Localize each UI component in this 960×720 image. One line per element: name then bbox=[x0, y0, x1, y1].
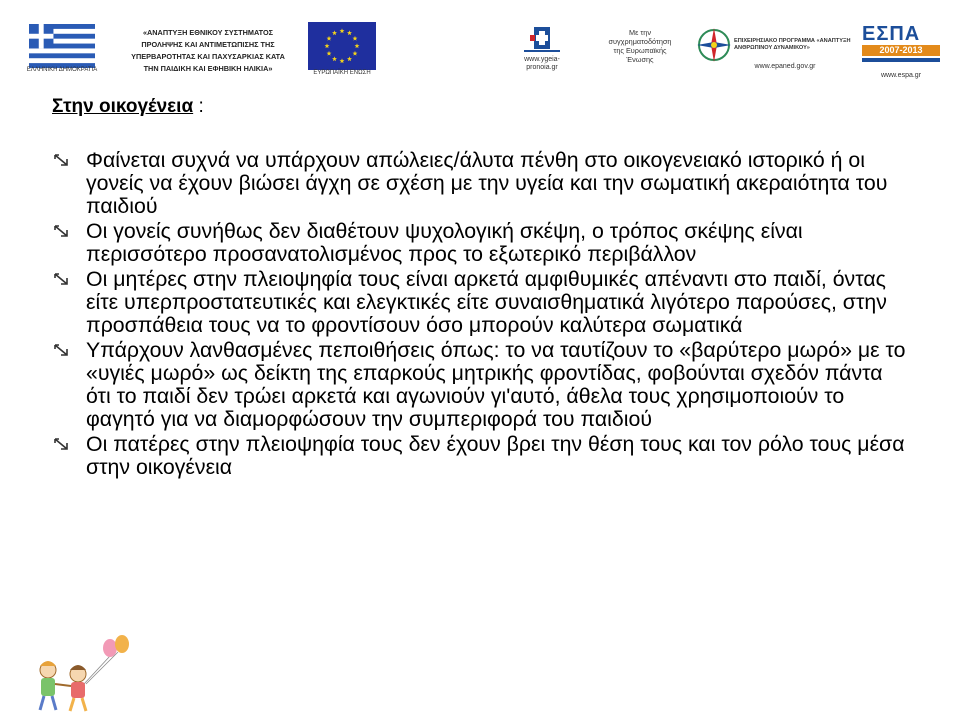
epaned-url: www.epaned.gov.gr bbox=[754, 63, 816, 70]
arrow-bullet-icon bbox=[52, 341, 74, 361]
cofund-line: Ένωσης bbox=[626, 55, 654, 64]
epaned-program-name: ΕΠΙΧΕΙΡΗΣΙΑΚΟ ΠΡΟΓΡΑΜΜΑ «ΑΝΑΠΤΥΞΗ ΑΝΘΡΩΠΙΝΟΥ ΔΥΝΑΜΙΚΟΥ» bbox=[734, 38, 851, 51]
espa-years: 2007-2013 bbox=[862, 45, 940, 56]
bullet-text: Φαίνεται συχνά να υπάρχουν απώλειες/άλυτα πένθη στο οικογενειακό ιστορικό ή οι γονείς να έχουν βιώσει άγχη σε σχέση με την υγεία και την σωματική ακεραιότητα του παιδιού bbox=[86, 148, 888, 218]
greek-flag-caption: ΕΛΛΗΝΙΚΗ ΔΗΜΟΚΡΑΤΙΑ bbox=[26, 67, 98, 73]
program-line: «ΑΝΑΠΤΥΞΗ ΕΘΝΙΚΟΥ ΣΥΣΤΗΜΑΤΟΣ bbox=[142, 28, 274, 37]
eu-flag-icon bbox=[308, 22, 376, 70]
list-item bbox=[52, 268, 912, 337]
list-item bbox=[52, 433, 912, 479]
bullet-list bbox=[52, 149, 912, 481]
eu-flag-caption: ΕΥΡΩΠΑΪΚΗ ΕΝΩΣΗ bbox=[313, 70, 371, 76]
children-balloons-illustration bbox=[14, 634, 134, 714]
epaned-compass-icon bbox=[694, 25, 734, 65]
header-logo-bar bbox=[0, 0, 960, 90]
bullet-text: Οι πατέρες στην πλειοψηφία τους δεν έχουν βρει την θέση τους και τον ρόλο τους μέσα στην οικογένεια bbox=[86, 432, 905, 479]
cofund-line: Με την bbox=[629, 28, 651, 37]
espa-logo bbox=[862, 24, 940, 62]
list-item bbox=[52, 339, 912, 431]
espa-divider bbox=[862, 58, 940, 62]
espa-title: ΕΣΠΑ bbox=[862, 23, 921, 45]
arrow-bullet-icon bbox=[52, 270, 74, 290]
list-item bbox=[52, 220, 912, 266]
section-title-colon: : bbox=[198, 96, 204, 117]
program-title bbox=[118, 27, 298, 75]
ygeia-cross-icon bbox=[524, 25, 560, 53]
bullet-text: Οι μητέρες στην πλειοψηφία τους είναι αρκετά αμφιθυμικές απέναντι στο παιδί, όντας είτε υπερπροστατευτικές και ελεγκτικές είτε συναισθηματικά λιγότερο παρούσες, στην προσπάθεια τους να το φροντίσουν όσο μπορούν καλύτερα σωματικά bbox=[86, 267, 887, 337]
espa-url: www.espa.gr bbox=[880, 72, 922, 79]
ygeia-url: www.ygeia-pronoia.gr bbox=[524, 56, 560, 71]
program-line: ΠΡΟΛΗΨΗΣ ΚΑΙ ΑΝΤΙΜΕΤΩΠΙΣΗΣ ΤΗΣ bbox=[141, 40, 275, 49]
section-title bbox=[52, 96, 204, 118]
section-title-text: Στην οικογένεια bbox=[52, 96, 194, 117]
arrow-bullet-icon bbox=[52, 222, 74, 242]
cofunding-text bbox=[588, 28, 692, 64]
arrow-bullet-icon bbox=[52, 151, 74, 171]
list-item bbox=[52, 149, 912, 218]
arrow-bullet-icon bbox=[52, 435, 74, 455]
greek-flag-icon bbox=[22, 24, 102, 68]
program-line: ΥΠΕΡΒΑΡΟΤΗΤΑΣ ΚΑΙ ΠΑΧΥΣΑΡΚΙΑΣ ΚΑΤΑ bbox=[131, 52, 285, 61]
bullet-text: Οι γονείς συνήθως δεν διαθέτουν ψυχολογική σκέψη, ο τρόπος σκέψης είναι περισσότερο προσανατολισμένος προς το εξωτερικό περιβάλλον bbox=[86, 219, 803, 266]
cofund-line: της Ευρωπαϊκής bbox=[613, 46, 667, 55]
cofund-line: συγχρηματοδότηση bbox=[608, 37, 672, 46]
bullet-text: Υπάρχουν λανθασμένες πεποιθήσεις όπως: το να ταυτίζουν το «βαρύτερο μωρό» με το «υγιές μωρό» ως δείκτη της επαρκούς μητρικής φροντίδας, φοβούνται σχεδόν πάντα ότι το παιδί δεν τρώει αρκετά και αγωνιούν γι'αυτό, άθελα τους χρησιμοποιούν το φαγητό για να διαμορφώσουν την συμπεριφορά του παιδιού bbox=[86, 338, 906, 431]
program-line: ΤΗΝ ΠΑΙΔΙΚΗ ΚΑΙ ΕΦΗΒΙΚΗ ΗΛΙΚΙΑ» bbox=[143, 64, 273, 73]
